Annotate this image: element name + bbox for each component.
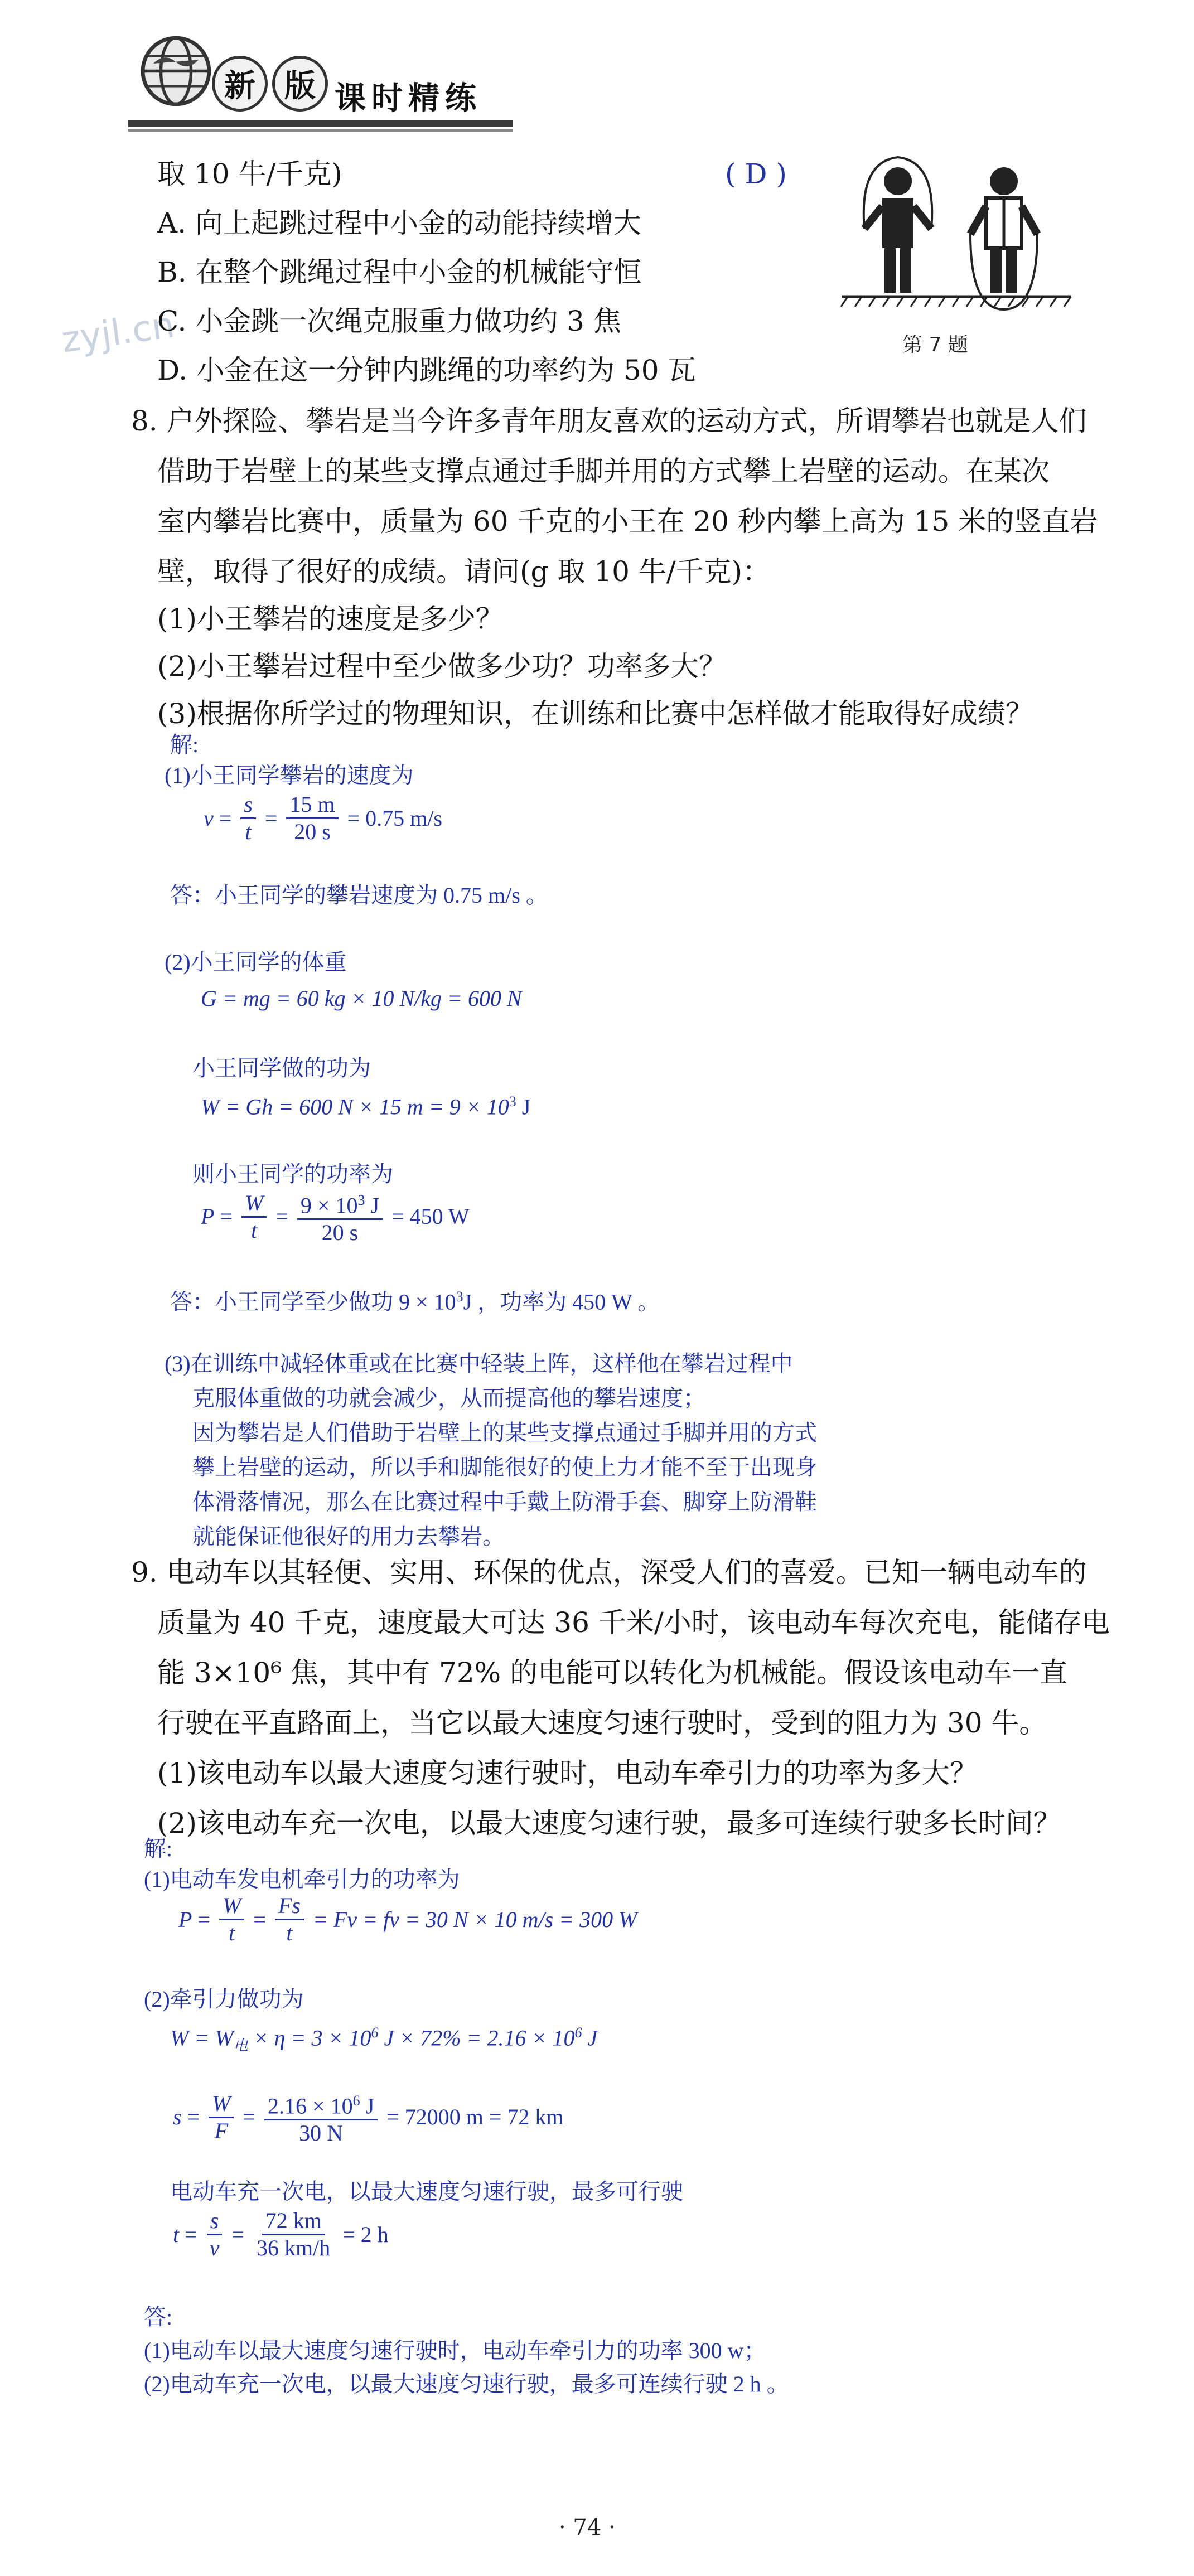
num-text: 2.16 × 10	[268, 2093, 353, 2119]
equals: =	[253, 1906, 266, 1932]
q9-distance-equation	[173, 2088, 564, 2146]
unit: J	[360, 2093, 375, 2119]
frac-den: 36 km/h	[257, 2235, 331, 2260]
exponent: 6	[371, 2025, 379, 2041]
unit: J	[516, 1094, 531, 1120]
exponent: 3	[357, 1192, 365, 1208]
symbol-v: v	[204, 805, 214, 831]
q9-stem-line-1: 9. 电动车以其轻便、实用、环保的优点，深受人们的喜爱。已知一辆电动车的	[131, 1556, 1087, 1589]
q7-stem-tail: 取 10 牛/千克)	[157, 158, 342, 190]
q9-stem-line-3: 能 3×10⁶ 焦，其中有 72% 的电能可以转化为机械能。假设该电动车一直	[157, 1657, 1068, 1689]
q8-part3-line-4: 攀上岩壁的运动，所以手和脚能很好的使上力才能不至于出现身	[192, 1455, 817, 1480]
eq-text: J × 72% = 2.16 × 10	[378, 2025, 575, 2051]
q8-sub-1: (1)小王攀岩的速度是多少？	[157, 603, 504, 635]
frac-num	[264, 2088, 378, 2120]
q9-sub-1: (1)该电动车以最大速度匀速行驶时，电动车牵引力的功率为多大？	[157, 1757, 978, 1789]
q9-sub-2: (2)该电动车充一次电，以最大速度匀速行驶，最多可连续行驶多长时间？	[157, 1807, 1061, 1839]
q9-answer-label: 答:	[144, 2304, 173, 2330]
q8-answer-1: 答：小王同学的攀岩速度为 0.75 m/s 。	[170, 883, 548, 908]
q9-time-equation	[173, 2208, 389, 2261]
symbol-P: P	[178, 1906, 192, 1932]
header-rule	[128, 120, 513, 127]
answer-text: 答：小王同学至少做功 9 × 10	[170, 1289, 456, 1315]
frac-num: W	[241, 1190, 267, 1218]
fraction-work-over-force	[264, 2088, 378, 2146]
equals: =	[219, 805, 232, 831]
q9-stem-line-4: 行驶在平直路面上，当它以最大速度匀速行驶时，受到的阻力为 30 牛。	[157, 1707, 1047, 1739]
q8-power-equation	[201, 1188, 470, 1246]
frac-num: Fs	[275, 1893, 304, 1920]
frac-den: F	[214, 2118, 229, 2143]
q8-part3-line-5: 体滑落情况，那么在比赛过程中手戴上防滑手套、脚穿上防滑鞋	[192, 1489, 817, 1514]
fraction-W-over-t	[241, 1190, 267, 1243]
fraction-distance-over-time	[286, 792, 338, 845]
fraction-distance-over-speed	[253, 2208, 333, 2261]
q9-stem-line-2: 质量为 40 千克，速度最大可达 36 千米/小时，该电动车每次充电，能储存电	[157, 1606, 1110, 1639]
q9-part2-intro: (2)牵引力做功为	[144, 1987, 304, 2012]
page-number: · 74 ·	[559, 2515, 616, 2540]
frac-den: v	[209, 2235, 220, 2260]
frac-den: t	[286, 1920, 293, 1945]
q7-option-a: A. 向上起跳过程中小金的动能持续增大	[157, 207, 641, 239]
frac-num: s	[240, 792, 256, 819]
q7-option-c: C. 小金跳一次绳克服重力做功约 3 焦	[157, 305, 621, 337]
frac-num: W	[219, 1893, 244, 1920]
q8-power-intro: 则小王同学的功率为	[192, 1161, 393, 1187]
q8-work-intro: 小王同学做的功为	[192, 1055, 371, 1081]
q7-option-d: D. 小金在这一分钟内跳绳的功率约为 50 瓦	[157, 354, 696, 386]
eq-text: W = W	[170, 2025, 234, 2051]
q8-sub-3: (3)根据你所学过的物理知识，在训练和比赛中怎样做才能取得好成绩？	[157, 698, 1033, 730]
q8-part3-line-2: 克服体重做的功就会减少，从而提高他的攀岩速度；	[192, 1386, 705, 1411]
header-badges	[212, 56, 328, 112]
equals: =	[220, 1204, 233, 1229]
frac-den: 20 s	[294, 819, 331, 844]
work-equation-text: W = Gh = 600 N × 15 m = 9 × 10	[201, 1094, 509, 1120]
frac-den: t	[245, 819, 252, 844]
q7-option-b: B. 在整个跳绳过程中小金的机械能守恒	[157, 256, 642, 288]
q8-stem-line-4: 壁，取得了很好的成绩。请问(g 取 10 牛/千克)：	[157, 555, 771, 588]
watermark: zyjl.cn	[59, 304, 177, 361]
rope-jumping-figure	[837, 151, 1076, 323]
time-result: = 2 h	[342, 2221, 389, 2247]
fraction-W-over-F	[209, 2091, 234, 2144]
globe-logo-icon	[138, 33, 214, 109]
q9-answer-2: (2)电动车充一次电，以最大速度匀速行驶，最多可连续行驶 2 h 。	[144, 2371, 789, 2396]
q8-part3-line-1: (3)在训练中减轻体重或在比赛中轻装上阵，这样他在攀岩过程中	[165, 1351, 793, 1376]
equals: =	[187, 2104, 200, 2130]
fraction-s-over-v	[206, 2208, 223, 2261]
subscript: 电	[233, 2037, 248, 2054]
exponent: 6	[352, 2093, 360, 2109]
q9-answer-1: (1)电动车以最大速度匀速行驶时，电动车牵引力的功率 300 w；	[144, 2338, 766, 2363]
power-result: = 450 W	[391, 1204, 470, 1229]
q7-answer: ( D )	[725, 158, 787, 190]
fraction-work-over-time	[297, 1188, 383, 1246]
num-text: 9 × 10	[300, 1193, 358, 1218]
q9-work-equation	[170, 2018, 597, 2060]
q8-stem-line-3: 室内攀岩比赛中，质量为 60 千克的小王在 20 秒内攀上高为 15 米的竖直岩	[157, 505, 1098, 538]
header-badge-new: 新	[212, 56, 268, 112]
q8-part1-intro: (1)小王同学攀岩的速度为	[165, 763, 414, 788]
q9-part1-intro: (1)电动车发电机牵引力的功率为	[144, 1867, 460, 1892]
fraction-Fs-over-t	[275, 1893, 304, 1946]
q9-time-intro: 电动车充一次电，以最大速度匀速行驶，最多可行驶	[170, 2179, 683, 2204]
frac-num: s	[207, 2208, 223, 2235]
q8-stem-line-2: 借助于岩壁上的某些支撑点通过手脚并用的方式攀上岩壁的运动。在某次	[157, 455, 1050, 487]
figure-caption: 第 7 题	[902, 333, 968, 356]
fraction-W-over-t	[219, 1893, 244, 1946]
unit: J	[365, 1193, 380, 1218]
distance-result: = 72000 m = 72 km	[386, 2104, 564, 2130]
header-badge-edition: 版	[272, 56, 328, 112]
symbol-s: s	[173, 2104, 182, 2130]
symbol-t: t	[173, 2221, 180, 2247]
frac-den: t	[229, 1920, 235, 1945]
equals: =	[231, 2221, 245, 2247]
equals: =	[185, 2221, 197, 2247]
q8-sub-2: (2)小王攀岩过程中至少做多少功？功率多大？	[157, 650, 727, 682]
power-result: = Fv = fv = 30 N × 10 m/s = 300 W	[312, 1906, 637, 1932]
eq-text: J	[582, 2025, 598, 2051]
equals: =	[197, 1906, 210, 1932]
velocity-result: = 0.75 m/s	[347, 805, 442, 831]
exponent: 3	[509, 1093, 516, 1110]
q8-stem-line-1: 8. 户外探险、攀岩是当今许多青年朋友喜欢的运动方式，所谓攀岩也就是人们	[131, 405, 1087, 437]
symbol-P: P	[201, 1204, 215, 1229]
q8-weight-equation: G = mg = 60 kg × 10 N/kg = 600 N	[201, 986, 522, 1011]
fraction-s-over-t	[240, 792, 256, 845]
frac-num: 72 km	[262, 2208, 325, 2235]
q9-power-equation	[178, 1893, 637, 1946]
header-rule-thin	[128, 129, 513, 132]
q8-part3-line-6: 就能保证他很好的用力去攀岩。	[192, 1524, 505, 1549]
eq-text: × η = 3 × 10	[248, 2025, 371, 2051]
frac-den: 20 s	[321, 1220, 359, 1246]
q8-part2-intro: (2)小王同学的体重	[165, 950, 347, 975]
equals: =	[243, 2104, 256, 2130]
q8-solution-label: 解:	[170, 732, 199, 757]
q8-velocity-equation	[204, 792, 442, 845]
equals: =	[264, 805, 278, 831]
frac-num: 15 m	[286, 792, 338, 819]
exponent: 3	[456, 1289, 463, 1305]
frac-den: t	[251, 1217, 258, 1243]
header-title: 课时精练	[335, 80, 482, 117]
q8-part3-line-3: 因为攀岩是人们借助于岩壁上的某些支撑点通过手脚并用的方式	[192, 1420, 817, 1445]
frac-num	[297, 1188, 383, 1220]
q8-work-equation	[201, 1087, 530, 1121]
equals: =	[275, 1204, 288, 1229]
q8-answer-2	[170, 1282, 660, 1316]
answer-text: J ，功率为 450 W 。	[463, 1289, 660, 1315]
q9-solution-label: 解:	[144, 1836, 173, 1861]
frac-den: 30 N	[299, 2120, 344, 2146]
frac-num: W	[209, 2091, 234, 2118]
exponent: 6	[574, 2025, 582, 2041]
